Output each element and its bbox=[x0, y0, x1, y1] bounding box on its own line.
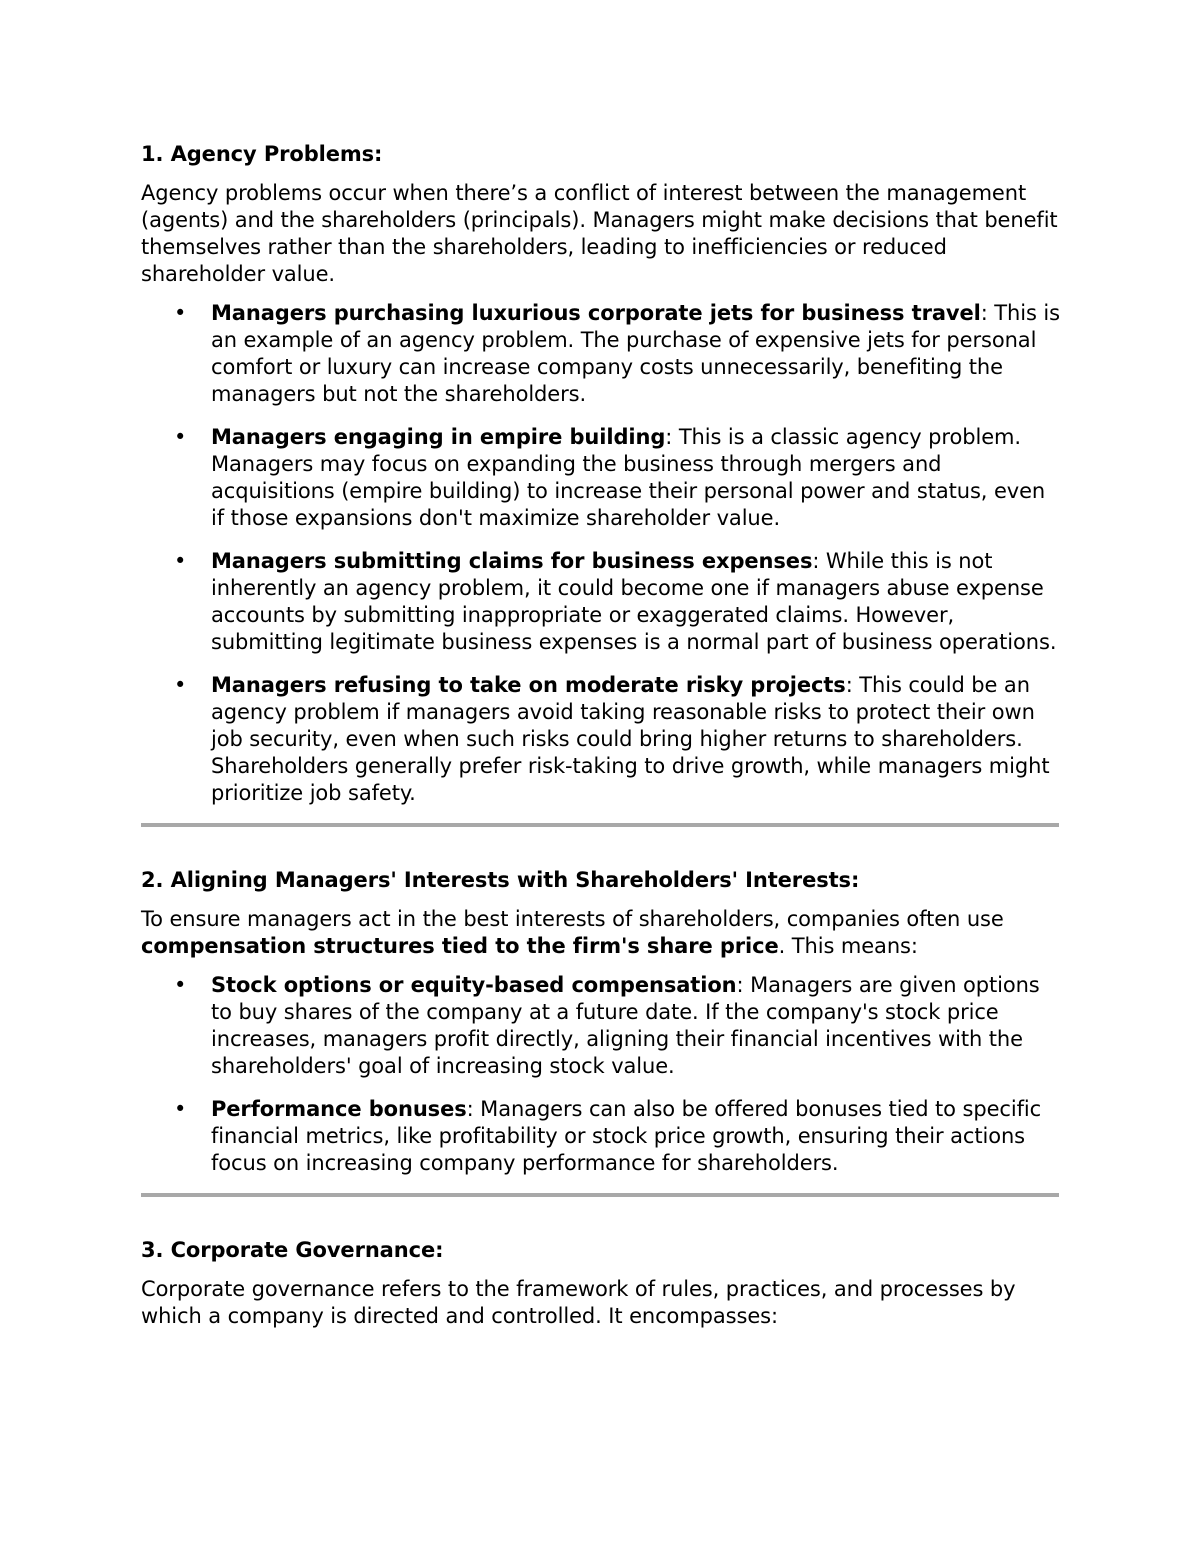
section-heading-agency-problems: 1. Agency Problems: bbox=[141, 142, 383, 166]
list-item-text: : Managers can also be offered bonuses tied to specific financial metrics, like profitability or stock price growth, ensuring their actions focus on increasing company performance for shareholders. bbox=[211, 1097, 1042, 1175]
list-item-text: : While this is not inherently an agency problem, it could become one if managers abuse expense accounts by submitting inappropriate or exaggerated claims. However, submitting legitimate business expenses is a normal part of business operations. bbox=[211, 549, 1057, 654]
list-item-title: Managers submitting claims for business expenses bbox=[211, 549, 813, 573]
list-item bbox=[141, 672, 1061, 807]
bullet-icon: • bbox=[174, 973, 187, 997]
bullet-icon: • bbox=[174, 549, 187, 573]
list-item-text: : Managers are given options to buy shares of the company at a future date. If the company's stock price increases, managers profit directly, aligning their financial incentives with the shareholders' goal of increasing stock value. bbox=[211, 973, 1040, 1078]
list-item-title: Managers purchasing luxurious corporate jets for business travel bbox=[211, 301, 981, 325]
intro-text-start: To ensure managers act in the best interests of shareholders, companies often use bbox=[141, 907, 1004, 931]
section-intro-corporate-governance: Corporate governance refers to the framework of rules, practices, and processes by which a company is directed and controlled. It encompasses: bbox=[141, 1277, 1016, 1328]
bullet-icon: • bbox=[174, 301, 187, 325]
document-page bbox=[141, 141, 1061, 1342]
list-item bbox=[141, 300, 1061, 408]
section-divider bbox=[141, 1193, 1059, 1197]
bullet-icon: • bbox=[174, 673, 187, 697]
intro-text-end: . This means: bbox=[778, 934, 918, 958]
intro-text-bold: compensation structures tied to the firm's share price bbox=[141, 934, 779, 958]
list-item-title: Managers refusing to take on moderate risky projects bbox=[211, 673, 846, 697]
list-item-text: : This is a classic agency problem. Managers may focus on expanding the business through mergers and acquisitions (empire building) to increase their personal power and status, even if those expansions don't maximize shareholder value. bbox=[211, 425, 1046, 530]
section-heading-aligning-interests: 2. Aligning Managers' Interests with Shareholders' Interests: bbox=[141, 868, 860, 892]
list-item-title: Stock options or equity-based compensation bbox=[211, 973, 737, 997]
section-intro-agency-problems: Agency problems occur when there’s a conflict of interest between the management (agents) and the shareholders (principals). Managers might make decisions that benefit themselves rather than the shareholders, leading to inefficiencies or reduced shareholder value. bbox=[141, 181, 1058, 286]
list-item bbox=[141, 424, 1061, 532]
bullet-icon: • bbox=[174, 425, 187, 449]
list-item-text: : This could be an agency problem if managers avoid taking reasonable risks to protect their own job security, even when such risks could bring higher returns to shareholders. Shareholders generally prefer risk-taking to drive growth, while managers might prioritize job safety. bbox=[211, 673, 1050, 805]
section-heading-corporate-governance: 3. Corporate Governance: bbox=[141, 1238, 444, 1262]
section-intro-aligning-interests bbox=[141, 906, 1061, 960]
list-item-title: Managers engaging in empire building bbox=[211, 425, 666, 449]
list-item bbox=[141, 972, 1061, 1080]
agency-problems-list bbox=[141, 300, 1061, 807]
section-divider bbox=[141, 823, 1059, 827]
list-item bbox=[141, 1096, 1061, 1177]
list-item-text: : This is an example of an agency problem. The purchase of expensive jets for personal comfort or luxury can increase company costs unnecessarily, benefiting the managers but not the shareholders. bbox=[211, 301, 1060, 406]
list-item-title: Performance bonuses bbox=[211, 1097, 467, 1121]
bullet-icon: • bbox=[174, 1097, 187, 1121]
compensation-list bbox=[141, 972, 1061, 1177]
list-item bbox=[141, 548, 1061, 656]
